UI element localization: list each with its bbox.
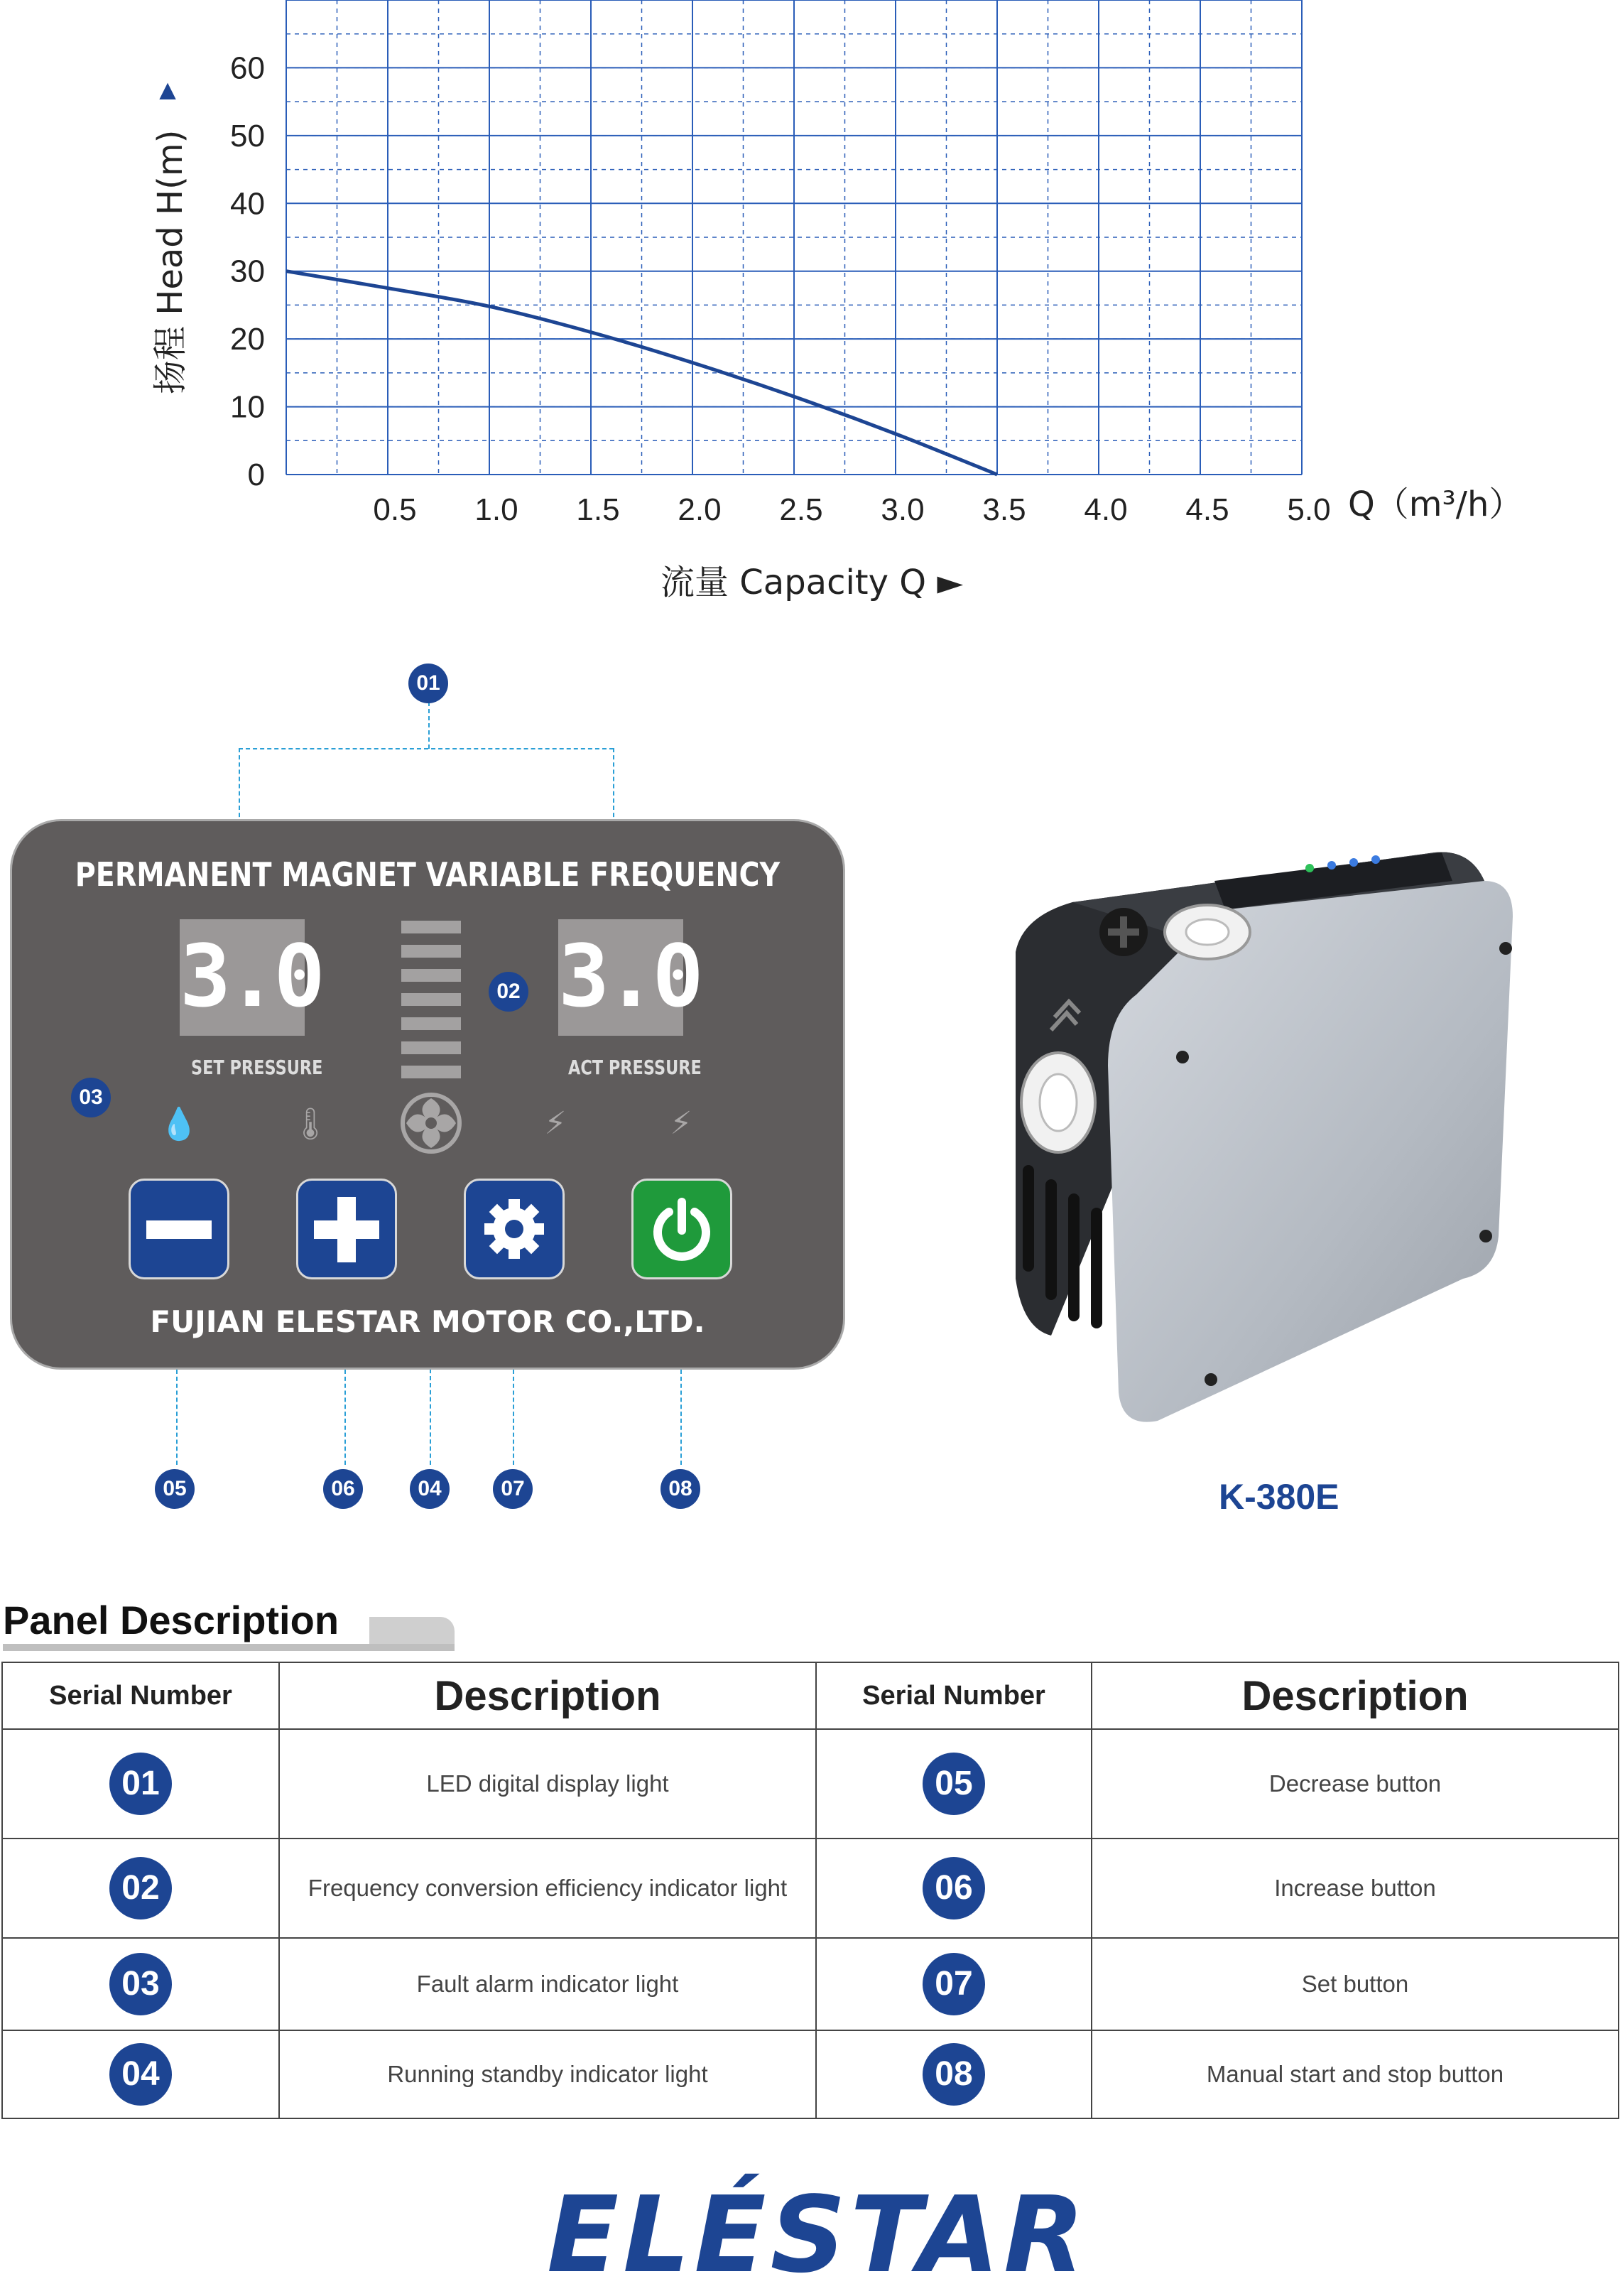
- callout-badge-06: 06: [323, 1469, 363, 1509]
- efficiency-bar: [401, 1041, 461, 1054]
- serial-badge: 01: [109, 1753, 172, 1815]
- control-panel: [10, 819, 845, 1370]
- serial-cell: [2, 1839, 279, 1938]
- set-button[interactable]: [464, 1179, 565, 1279]
- set-pressure-display: 3.0: [180, 919, 305, 1036]
- x-axis-unit: Q（m³/h）: [1348, 484, 1523, 524]
- callout-badge-02: 02: [489, 972, 528, 1012]
- y-tick-label: 10: [230, 389, 265, 425]
- power-icon: [648, 1195, 716, 1263]
- x-tick-label: 3.0: [881, 492, 925, 527]
- x-tick-label: 2.5: [779, 492, 823, 527]
- efficiency-bar-indicator: [401, 921, 461, 1078]
- title-accent: [369, 1617, 455, 1644]
- lightning-icon: ⚡: [670, 1106, 692, 1141]
- description-cell: Increase button: [1092, 1839, 1619, 1938]
- x-tick-label: 5.0: [1287, 492, 1331, 527]
- callout-badge-03: 03: [71, 1078, 111, 1117]
- x-tick-label: 1.0: [474, 492, 518, 527]
- table-row: [2, 1839, 1619, 1938]
- x-tick-label: 3.5: [982, 492, 1026, 527]
- table-row: [2, 2030, 1619, 2118]
- fan-icon: [399, 1091, 463, 1155]
- description-cell: LED digital display light: [279, 1729, 816, 1839]
- callout-line: [239, 748, 614, 749]
- power-button[interactable]: [631, 1179, 732, 1279]
- y-tick-label: 40: [230, 186, 265, 222]
- table-row: [2, 1938, 1619, 2030]
- x-tick-label: 4.0: [1084, 492, 1128, 527]
- decrease-button[interactable]: [129, 1179, 229, 1279]
- minus-icon: [146, 1220, 212, 1239]
- section-title: Panel Description: [3, 1598, 339, 1642]
- x-tick-label: 0.5: [373, 492, 417, 527]
- y-tick-label: 60: [230, 50, 265, 86]
- serial-badge: 02: [109, 1857, 172, 1919]
- pump-product-image: [973, 838, 1541, 1435]
- y-tick-label: 20: [230, 322, 265, 357]
- serial-badge: 06: [923, 1857, 985, 1919]
- serial-cell: [2, 1729, 279, 1839]
- serial-badge: 04: [109, 2043, 172, 2106]
- description-cell: Decrease button: [1092, 1729, 1619, 1839]
- table-header-row: [2, 1662, 1619, 1729]
- water-drop-icon: 💧: [159, 1107, 199, 1142]
- act-pressure-display: 3.0: [558, 919, 683, 1036]
- description-cell: Running standby indicator light: [279, 2030, 816, 2118]
- chart-y-ticks: [230, 50, 265, 492]
- efficiency-bar: [401, 1017, 461, 1030]
- header-serial: Serial Number: [2, 1662, 279, 1729]
- y-axis-arrow: ▲: [153, 75, 182, 106]
- serial-badge: 08: [923, 2043, 985, 2106]
- callout-badge-07: 07: [493, 1469, 533, 1509]
- description-cell: Frequency conversion efficiency indicator light: [279, 1839, 816, 1938]
- efficiency-bar: [401, 993, 461, 1006]
- header-description: Description: [279, 1662, 816, 1729]
- header-serial: Serial Number: [816, 1662, 1092, 1729]
- serial-cell: [816, 2030, 1092, 2118]
- description-cell: Manual start and stop button: [1092, 2030, 1619, 2118]
- description-cell: Fault alarm indicator light: [279, 1938, 816, 2030]
- set-pressure-label: SET PRESSURE: [191, 1056, 323, 1079]
- y-axis-label: 扬程 Head H(m): [151, 129, 190, 394]
- description-cell: Set button: [1092, 1938, 1619, 2030]
- serial-cell: [816, 1839, 1092, 1938]
- serial-cell: [816, 1729, 1092, 1839]
- increase-button[interactable]: [296, 1179, 397, 1279]
- efficiency-bar: [401, 969, 461, 982]
- head-capacity-chart: [0, 0, 1620, 625]
- panel-footer: FUJIAN ELESTAR MOTOR CO.,LTD.: [150, 1304, 705, 1339]
- x-tick-label: 4.5: [1185, 492, 1229, 527]
- y-tick-label: 30: [230, 254, 265, 289]
- serial-badge: 05: [923, 1753, 985, 1815]
- title-underline: [3, 1644, 455, 1651]
- y-tick-label: 0: [247, 457, 265, 492]
- thermometer-icon: 🌡: [290, 1107, 330, 1142]
- elestar-logo: ELÉSTAR: [547, 2174, 1089, 2296]
- x-axis-label: 流量 Capacity Q ►: [660, 563, 964, 602]
- serial-badge: 07: [923, 1953, 985, 2015]
- header-description: Description: [1092, 1662, 1619, 1729]
- callout-badge-08: 08: [660, 1469, 700, 1509]
- callout-badge-05: 05: [155, 1469, 195, 1509]
- product-model-label: K-380E: [1219, 1477, 1339, 1517]
- gear-icon: [482, 1196, 547, 1262]
- plus-icon-vertical: [337, 1197, 356, 1262]
- serial-badge: 03: [109, 1953, 172, 2015]
- efficiency-bar: [401, 921, 461, 933]
- x-tick-label: 2.0: [678, 492, 722, 527]
- lightning-icon: ⚡: [544, 1106, 567, 1141]
- callout-badge-01: 01: [408, 664, 448, 703]
- x-tick-label: 1.5: [576, 492, 620, 527]
- y-tick-label: 50: [230, 118, 265, 153]
- chart-x-ticks: [373, 492, 1330, 527]
- serial-cell: [2, 1938, 279, 2030]
- efficiency-bar: [401, 945, 461, 958]
- panel-title: PERMANENT MAGNET VARIABLE FREQUENCY: [75, 855, 781, 894]
- table-row: [2, 1729, 1619, 1839]
- act-pressure-label: ACT PRESSURE: [568, 1056, 702, 1079]
- panel-description-table: [1, 1662, 1619, 2119]
- callout-badge-04: 04: [410, 1469, 450, 1509]
- serial-cell: [816, 1938, 1092, 2030]
- efficiency-bar: [401, 1066, 461, 1078]
- serial-cell: [2, 2030, 279, 2118]
